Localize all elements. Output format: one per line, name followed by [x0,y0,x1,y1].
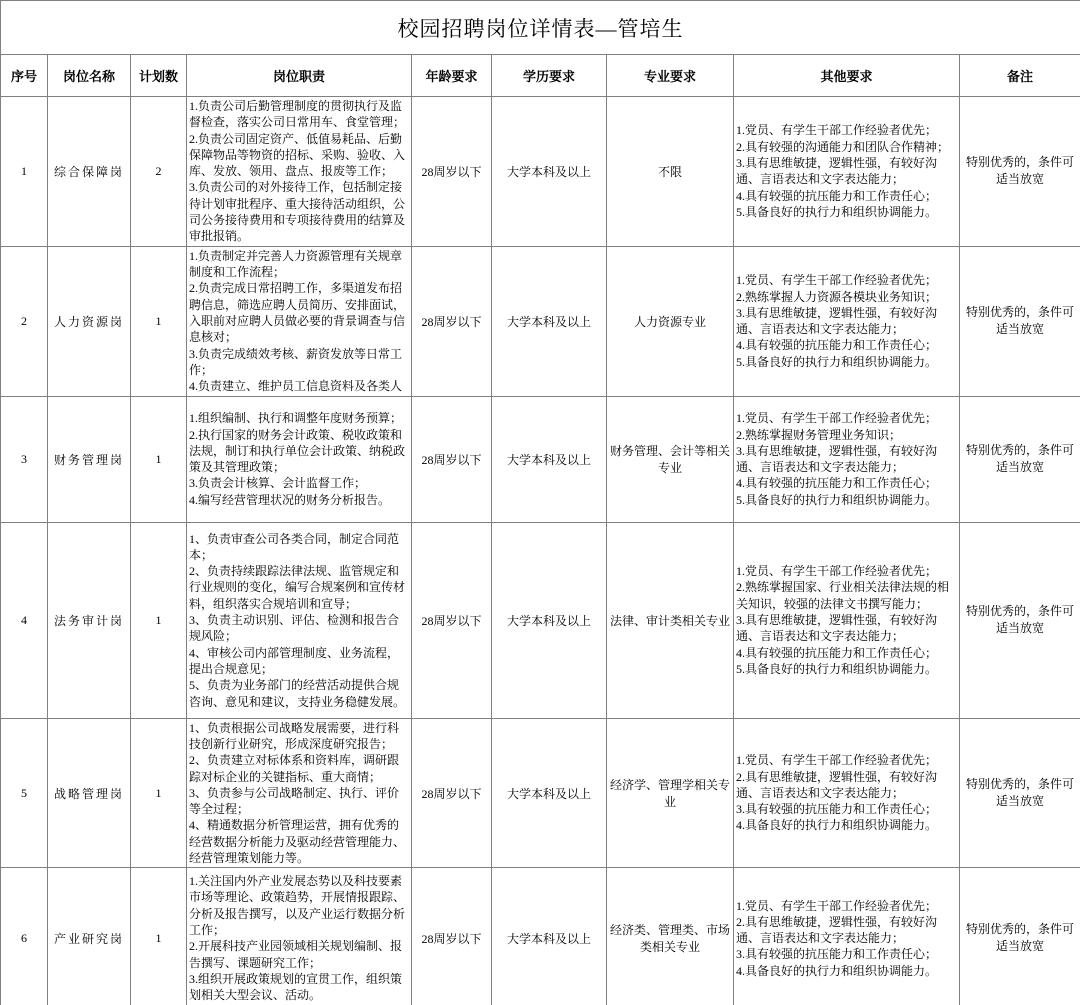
education-requirement-cell: 大学本科及以上 [492,396,607,522]
list-line: 1、负责审查公司各类合同，制定合同范本； [189,531,400,562]
table-row [1,396,1080,522]
job-duties-cell [187,246,412,396]
list-line: 3.负责公司的对外接待工作，包括制定接待计划审批程序、重大接待活动组织，公司公务接待费用和专项接待费用的结算及审批报销。 [189,180,406,244]
list-line: 2.负责完成日常招聘工作，多渠道发布招聘信息，筛选应聘人员简历、安排面试，入职前对应聘人员做必要的背景调查与信息核对； [189,281,406,345]
job-duties-cell [187,97,412,247]
table-row [1,246,1080,396]
column-header-1: 岗位名称 [48,55,131,97]
age-requirement-cell: 28周岁以下 [412,97,492,247]
list-line: 4.具有较强的抗压能力和工作责任心； [736,476,938,491]
plan-count-cell: 1 [131,522,187,718]
list-line: 3.具有较强的抗压能力和工作责任心； [736,947,938,962]
list-line: 4.具有较强的抗压能力和工作责任心； [736,188,938,203]
major-requirement-cell: 经济学、管理学相关专业 [607,718,734,868]
list-line: 1.负责公司后勤管理制度的贯彻执行及监督检查，落实公司日常用车、食堂管理； [189,99,406,130]
list-line: 5、负责为业务部门的经营活动提供合规咨询、意见和建议，支持业务稳健发展。 [189,678,406,709]
other-requirements-cell [734,396,960,522]
major-requirement-cell: 经济类、管理类、市场类相关专业 [607,868,734,1005]
job-duties-cell [187,868,412,1005]
list-line: 1.党员、有学生干部工作经验者优先； [736,753,938,768]
education-requirement-cell: 大学本科及以上 [492,718,607,868]
list-line: 3.具有思维敏捷，逻辑性强，有较好沟通、言语表达和文字表达能力； [736,305,938,337]
position-name-cell: 人力资源岗 [48,246,131,396]
remark-cell: 特别优秀的，条件可适当放宽 [960,718,1080,868]
age-requirement-cell: 28周岁以下 [412,868,492,1005]
other-requirements-cell [734,246,960,396]
serial-number-cell: 2 [1,246,48,396]
serial-number-cell: 5 [1,718,48,868]
list-line: 3.具有思维敏捷，逻辑性强，有较好沟通、言语表达和文字表达能力； [736,156,938,187]
table-row [1,868,1080,1005]
other-requirements-cell [734,718,960,868]
list-line: 4.具有较强的抗压能力和工作责任心； [736,338,938,353]
list-line: 2.具有思维敏捷，逻辑性强，有较好沟通、言语表达和文字表达能力； [736,914,938,946]
list-line: 2.熟练掌握人力资源各模块业务知识； [736,289,938,304]
list-line: 1.关注国内外产业发展态势以及科技要素市场等理论、政策趋势，开展情报跟踪、分析及报告撰写，以及产业运行数据分析工作； [189,874,406,938]
page-title: 校园招聘岗位详情表—管培生 [1,1,1080,55]
job-duties-cell [187,718,412,868]
list-line: 3.组织开展政策规划的宣贯工作，组织策划相关大型会议、活动。 [189,971,403,1003]
plan-count-cell: 1 [131,718,187,868]
list-line: 3、负责参与公司战略制定、执行、评价等全过程； [189,785,400,817]
major-requirement-cell: 法律、审计类相关专业 [607,522,734,718]
list-line: 1.党员、有学生干部工作经验者优先； [736,273,938,288]
table-row [1,718,1080,868]
age-requirement-cell: 28周岁以下 [412,246,492,396]
list-line: 2、负责建立对标体系和资料库，调研跟踪对标企业的关键指标、重大商情； [189,753,400,784]
remark-cell: 特别优秀的，条件可适当放宽 [960,868,1080,1005]
list-line: 1.党员、有学生干部工作经验者优先； [736,411,938,426]
title-row [1,1,1080,55]
list-line: 2.开展科技产业园领域相关规划编制、报告撰写、课题研究工作； [189,939,403,970]
position-name-cell: 产业研究岗 [48,868,131,1005]
list-line: 5.具备良好的执行力和组织协调能力。 [736,661,938,676]
list-line: 1.党员、有学生干部工作经验者优先； [736,898,938,913]
list-line: 5.具备良好的执行力和组织协调能力。 [736,492,938,507]
list-line: 5.具备良好的执行力和组织协调能力。 [736,354,938,369]
education-requirement-cell: 大学本科及以上 [492,97,607,247]
list-line: 1.组织编制、执行和调整年度财务预算； [189,411,403,426]
list-line: 2.执行国家的财务会计政策、税收政策和法规，制订和执行单位会计政策、纳税政策及其管理政策； [189,427,406,475]
job-duties-cell [187,522,412,718]
column-header-4: 年龄要求 [412,55,492,97]
age-requirement-cell: 28周岁以下 [412,396,492,522]
list-line: 4.具有较强的抗压能力和工作责任心； [736,645,938,660]
position-name-cell: 法务审计岗 [48,522,131,718]
column-header-0: 序号 [1,55,48,97]
list-line: 3.负责完成绩效考核、薪资发放等日常工作； [189,346,403,377]
plan-count-cell: 1 [131,868,187,1005]
list-line: 1.党员、有学生干部工作经验者优先； [736,564,938,579]
list-line: 1.党员、有学生干部工作经验者优先； [736,123,938,138]
list-line: 2.熟练掌握国家、行业相关法律法规的相关知识，较强的法律文书撰写能力； [736,580,950,611]
other-requirements-cell [734,868,960,1005]
table-row [1,97,1080,247]
list-line: 4、精通数据分析管理运营，拥有优秀的经营数据分析能力及驱动经营管理能力、经营管理策划能力等。 [189,818,406,866]
major-requirement-cell: 财务管理、会计等相关专业 [607,396,734,522]
position-name-cell: 财务管理岗 [48,396,131,522]
serial-number-cell: 3 [1,396,48,522]
list-line: 5.具备良好的执行力和组织协调能力。 [736,204,938,219]
column-header-2: 计划数 [131,55,187,97]
list-line: 2.具有思维敏捷，逻辑性强，有较好沟通、言语表达和文字表达能力； [736,769,938,800]
list-line: 1.负责制定并完善人力资源管理有关规章制度和工作流程； [189,248,403,280]
major-requirement-cell: 不限 [607,97,734,247]
position-name-cell: 综合保障岗 [48,97,131,247]
plan-count-cell: 1 [131,246,187,396]
age-requirement-cell: 28周岁以下 [412,718,492,868]
column-header-6: 专业要求 [607,55,734,97]
remark-cell: 特别优秀的，条件可适当放宽 [960,396,1080,522]
table-header-row [1,55,1080,97]
age-requirement-cell: 28周岁以下 [412,522,492,718]
remark-cell: 特别优秀的，条件可适当放宽 [960,97,1080,247]
column-header-5: 学历要求 [492,55,607,97]
major-requirement-cell: 人力资源专业 [607,246,734,396]
education-requirement-cell: 大学本科及以上 [492,868,607,1005]
serial-number-cell: 1 [1,97,48,247]
list-line: 4.具备良好的执行力和组织协调能力。 [736,963,938,978]
education-requirement-cell: 大学本科及以上 [492,522,607,718]
table-row [1,522,1080,718]
list-line: 2.熟练掌握财务管理业务知识； [736,427,902,442]
list-line: 3.具有思维敏捷，逻辑性强，有较好沟通、言语表达和文字表达能力； [736,613,938,644]
list-line: 3、负责主动识别、评估、检测和报告合规风险； [189,613,400,644]
other-requirements-cell [734,97,960,247]
list-line: 2.具有较强的沟通能力和团队合作精神； [736,139,950,154]
serial-number-cell: 4 [1,522,48,718]
list-line: 4.具备良好的执行力和组织协调能力。 [736,818,938,833]
list-line: 4、审核公司内部管理制度、业务流程，提出合规意见； [189,645,400,676]
column-header-7: 其他要求 [734,55,960,97]
list-line: 3.具有思维敏捷，逻辑性强，有较好沟通、言语表达和文字表达能力； [736,443,938,475]
list-line: 3.具有较强的抗压能力和工作责任心； [736,802,938,817]
column-header-8: 备注 [960,55,1080,97]
education-requirement-cell: 大学本科及以上 [492,246,607,396]
position-name-cell: 战略管理岗 [48,718,131,868]
remark-cell: 特别优秀的，条件可适当放宽 [960,522,1080,718]
serial-number-cell: 6 [1,868,48,1005]
plan-count-cell: 2 [131,97,187,247]
list-line: 2.负责公司固定资产、低值易耗品、后勤保障物品等物资的招标、采购、验收、入库、发放、领用、盘点、报废等工作； [189,131,406,179]
list-line: 4.编写经营管理状况的财务分析报告。 [189,492,391,507]
list-line: 2、负责持续跟踪法律法规、监管规定和行业规则的变化，编写合规案例和宣传材料，组织落实合规培训和宣导； [189,564,406,611]
list-line: 1、负责根据公司战略发展需要，进行科技创新行业研究，形成深度研究报告； [189,720,400,751]
plan-count-cell: 1 [131,396,187,522]
column-header-3: 岗位职责 [187,55,412,97]
job-duties-cell [187,396,412,522]
other-requirements-cell [734,522,960,718]
remark-cell: 特别优秀的，条件可适当放宽 [960,246,1080,396]
list-line: 3.负责会计核算、会计监督工作； [189,476,367,491]
list-line: 4.负责建立、维护员工信息资料及各类人 [189,379,403,394]
